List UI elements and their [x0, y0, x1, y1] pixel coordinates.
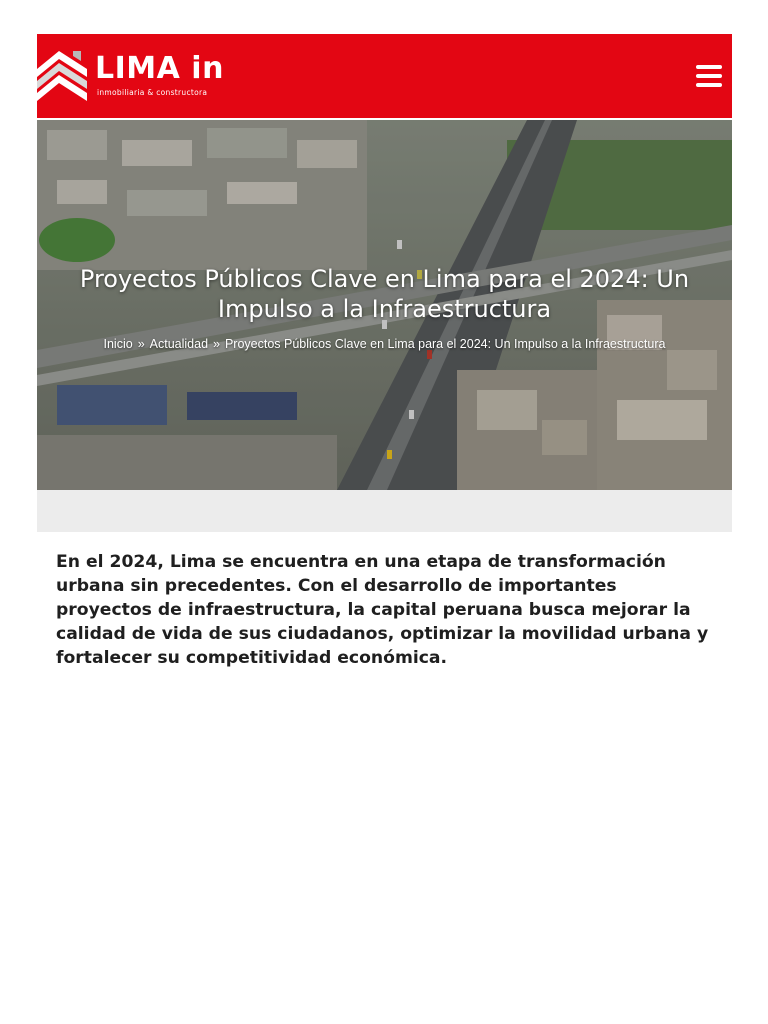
site-header: [37, 34, 732, 118]
hero-banner: [37, 120, 732, 490]
breadcrumb: [37, 337, 732, 351]
gray-divider-band: [37, 490, 732, 532]
logo-link[interactable]: [37, 47, 237, 109]
article-intro: En el 2024, Lima se encuentra en una etapa de transformación urbana sin precedentes. Con el desarrollo de importantes proyectos de infraestructura, la capital peruana busca mejorar la calidad de vida de sus ciudadanos, optimizar la movilidad urbana y fortalecer su competitividad económica.: [56, 552, 709, 668]
site-container: [37, 34, 732, 532]
breadcrumb-current-page: Proyectos Públicos Clave en Lima para el 2024: Un Impulso a la Infraestructura: [224, 337, 666, 351]
breadcrumb-separator: »: [137, 337, 145, 351]
logo-building-icon: [37, 47, 89, 107]
logo-wordmark: LIMA in: [95, 51, 224, 86]
breadcrumb-separator: »: [213, 337, 220, 351]
logo-tagline: inmobiliaria & constructora: [97, 88, 208, 97]
page-title: Proyectos Públicos Clave en Lima para el 2024: Un Impulso a la Infraestructura: [79, 265, 690, 323]
hamburger-menu-icon[interactable]: [696, 65, 722, 87]
breadcrumb-actualidad-link[interactable]: Actualidad: [149, 337, 209, 351]
breadcrumb-home-link[interactable]: Inicio: [103, 337, 133, 351]
